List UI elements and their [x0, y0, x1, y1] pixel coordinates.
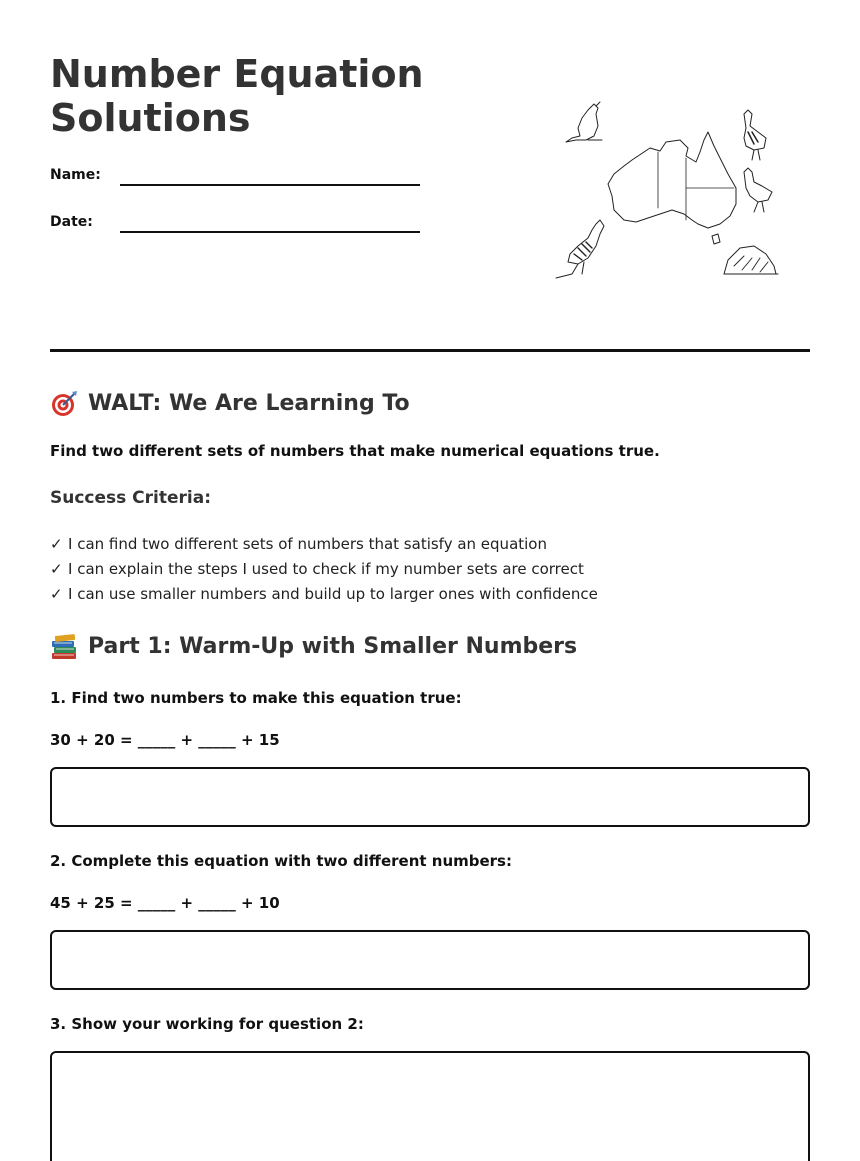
date-field: [50, 213, 430, 237]
part1-heading: [50, 633, 577, 661]
question-2-answer-box[interactable]: [50, 930, 810, 990]
criteria-item: [50, 532, 810, 557]
question-2-equation: 45 + 25 = _____ + _____ + 10: [50, 894, 280, 912]
criteria-item: [50, 582, 810, 607]
cassowary-drawing: [556, 220, 604, 278]
name-input-line[interactable]: [120, 184, 420, 186]
success-criteria-list: [50, 532, 810, 607]
date-label: Date:: [50, 214, 93, 230]
check-icon: ✓: [50, 585, 63, 603]
emu-drawing-right: [744, 168, 772, 212]
walt-objective: Find two different sets of numbers that make numerical equations true.: [50, 442, 660, 460]
australia-map-illustration: [548, 96, 788, 288]
question-1-answer-box[interactable]: [50, 767, 810, 827]
walt-heading-text: WALT: We Are Learning To: [88, 391, 410, 416]
header-divider: [50, 349, 810, 352]
criteria-text: I can explain the steps I used to check if my number sets are correct: [68, 560, 584, 578]
lyrebird-drawing: [724, 246, 778, 274]
success-criteria-heading: Success Criteria:: [50, 488, 212, 508]
criteria-item: [50, 557, 810, 582]
australia-outline: [608, 132, 736, 228]
check-icon: ✓: [50, 560, 63, 578]
page-title: Number Equation Solutions: [50, 52, 424, 140]
kangaroo-drawing: [566, 102, 602, 142]
date-input-line[interactable]: [120, 231, 420, 233]
books-icon: [50, 633, 78, 661]
check-icon: ✓: [50, 535, 63, 553]
target-dart-icon: [50, 390, 78, 418]
walt-heading: [50, 390, 410, 418]
criteria-text: I can find two different sets of numbers that satisfy an equation: [68, 535, 547, 553]
question-1-equation: 30 + 20 = _____ + _____ + 15: [50, 731, 280, 749]
question-3-prompt: 3. Show your working for question 2:: [50, 1015, 364, 1033]
emu-drawing-top: [744, 110, 766, 160]
name-label: Name:: [50, 167, 101, 183]
part1-heading-text: Part 1: Warm-Up with Smaller Numbers: [88, 634, 578, 659]
name-field: [50, 166, 430, 190]
criteria-text: I can use smaller numbers and build up to larger ones with confidence: [68, 585, 598, 603]
question-2-prompt: 2. Complete this equation with two different numbers:: [50, 852, 512, 870]
question-3-working-box[interactable]: [50, 1051, 810, 1161]
question-1-prompt: 1. Find two numbers to make this equation true:: [50, 689, 462, 707]
